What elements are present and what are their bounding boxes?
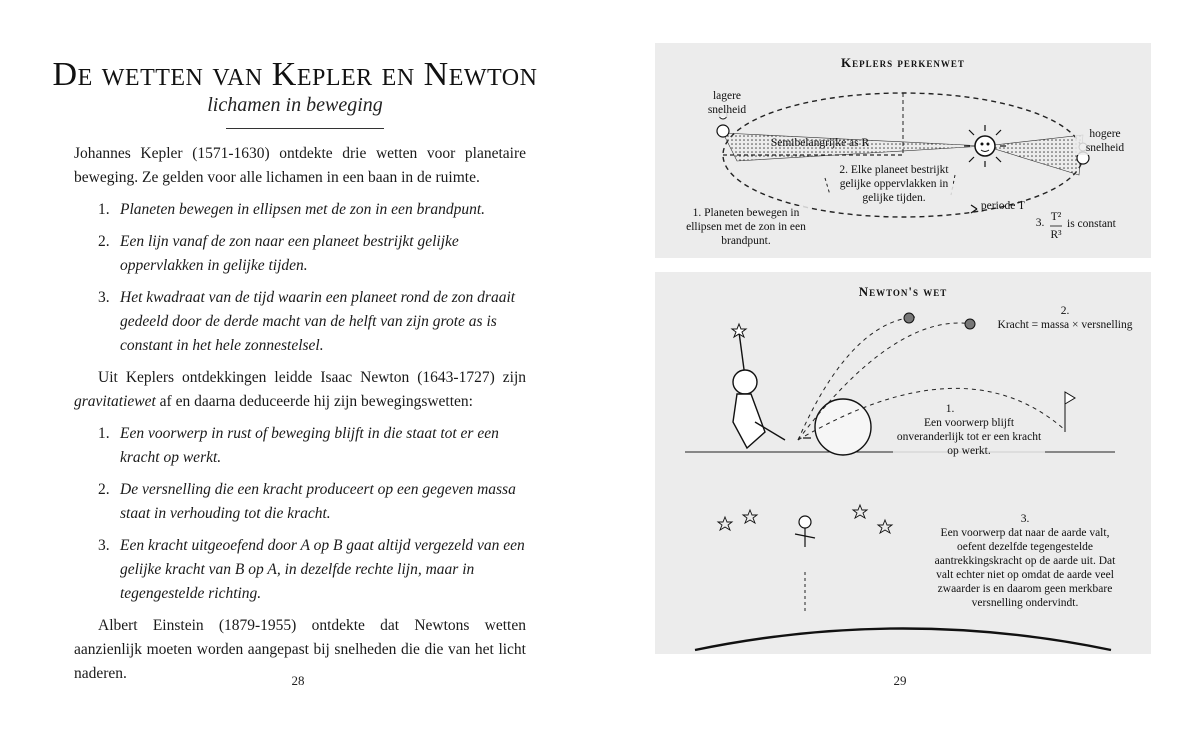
page-number-right: 29: [893, 673, 907, 688]
newton-law2-label: Kracht = massa × versnelling: [985, 318, 1145, 332]
intro-paragraph: Johannes Kepler (1571-1630) ontdekte drie wetten voor planetaire beweging. Ze gelden voor alle lichamen in een baan in de ruimte.: [74, 145, 526, 186]
list-item: [74, 534, 526, 606]
list-number: 1.: [98, 425, 110, 442]
list-text: Een lijn vanaf de zon naar een planeet bestrijkt gelijke oppervlakken in gelijke tijden.: [120, 233, 459, 274]
kepler-law3-denominator: R³: [1050, 229, 1062, 241]
projectile-icon-2: [965, 319, 975, 329]
kepler-law1-label: 1. Planeten bewegen in ellipsen met de zon in een brandpunt.: [683, 206, 809, 248]
kepler-law3-number: 3.: [1035, 217, 1045, 229]
kepler-panel-title: Keplers perkenwet: [841, 55, 965, 70]
low-speed-label: lagere snelheid: [697, 89, 757, 117]
body-text: [74, 142, 526, 694]
swept-area-right: [985, 135, 1083, 175]
closing-paragraph: Albert Einstein (1879-1955) ontdekte dat Newtons wetten aanzienlijk moeten worden aangepast bij snelheden die die van het licht naderen.: [74, 617, 526, 682]
newton-law3-label: Een voorwerp dat naar de aarde valt, oefent dezelfde tegengestelde aantrekkingskracht op de aarde uit. Dat valt echter niet op omdat de aarde veel zwaarder is en daarom geen merkbare versnelling ondervindt.: [930, 526, 1120, 610]
page-subtitle: lichamen in beweging: [207, 94, 383, 116]
list-text: Planeten bewegen in ellipsen met de zon in een brandpunt.: [120, 201, 486, 218]
newton-intro-paragraph: [74, 366, 526, 414]
newton-law1-number: 1.: [945, 403, 955, 415]
kepler-law3-numerator: T²: [1050, 211, 1062, 223]
list-text: De versnelling die een kracht produceert op een gegeven massa staat in verhouding tot die kracht.: [120, 481, 516, 522]
high-speed-label: hogere snelheid: [1075, 127, 1135, 155]
list-text: Het kwadraat van de tijd waarin een planeet rond de zon draait gedeeld door de derde macht van de helft van zijn grote as is constant in het hele zonnestelsel.: [120, 289, 516, 354]
earth-arc: [695, 629, 1111, 651]
newton-intro-end: af en daarna deduceerde hij zijn bewegingswetten:: [155, 393, 473, 410]
list-number: 2.: [98, 481, 110, 498]
period-label: periode T: [980, 200, 1026, 212]
flag-icon: [1065, 392, 1075, 432]
projectile-icon-1: [904, 313, 914, 323]
newton-panel-title: Newton's wet: [858, 284, 948, 299]
page-title: De wetten van Kepler en Newton: [52, 56, 538, 93]
semi-axis-label: Semibelangrijke as R: [770, 137, 870, 149]
list-number: 3.: [98, 289, 110, 306]
list-text: Een kracht uitgeoefend door A op B gaat altijd vergezeld van een gelijke kracht van B op A, in dezelfde rechte lijn, maar in tegengestelde richting.: [120, 537, 525, 602]
newton-law2-number: 2.: [1060, 305, 1070, 317]
list-number: 3.: [98, 537, 110, 554]
list-number: 2.: [98, 233, 110, 250]
title-divider: [226, 128, 384, 129]
newton-law3-number: 3.: [1020, 513, 1030, 525]
list-text: Een voorwerp in rust of beweging blijft in die staat tot er een kracht op werkt.: [120, 425, 499, 466]
kepler-illustration: [655, 43, 1151, 258]
kepler-laws-list: [74, 198, 526, 358]
falling-figure-icon: [795, 516, 815, 547]
list-item: [74, 422, 526, 470]
kepler-law2-label: 2. Elke planeet bestrijkt gelijke oppervlakken in gelijke tijden.: [835, 163, 953, 205]
list-number: 1.: [98, 201, 110, 218]
figure-icon: [733, 332, 785, 448]
list-item: [74, 230, 526, 278]
newton-intro-emphasis: gravitatiewet: [74, 393, 156, 410]
newton-illustration: [655, 272, 1151, 654]
list-item: [74, 198, 526, 222]
list-item: [74, 286, 526, 358]
page-number-left: 28: [291, 673, 305, 688]
ball-icon: [815, 399, 871, 455]
list-item: [74, 478, 526, 526]
newton-laws-list: [74, 422, 526, 606]
kepler-law3-tail: is constant: [1067, 218, 1116, 230]
newton-law1-label: Een voorwerp blijft onveranderlijk tot er een kracht op werkt.: [893, 416, 1045, 458]
newton-intro-start: Uit Keplers ontdekkingen leidde Isaac Newton (1643-1727) zijn: [98, 369, 526, 386]
